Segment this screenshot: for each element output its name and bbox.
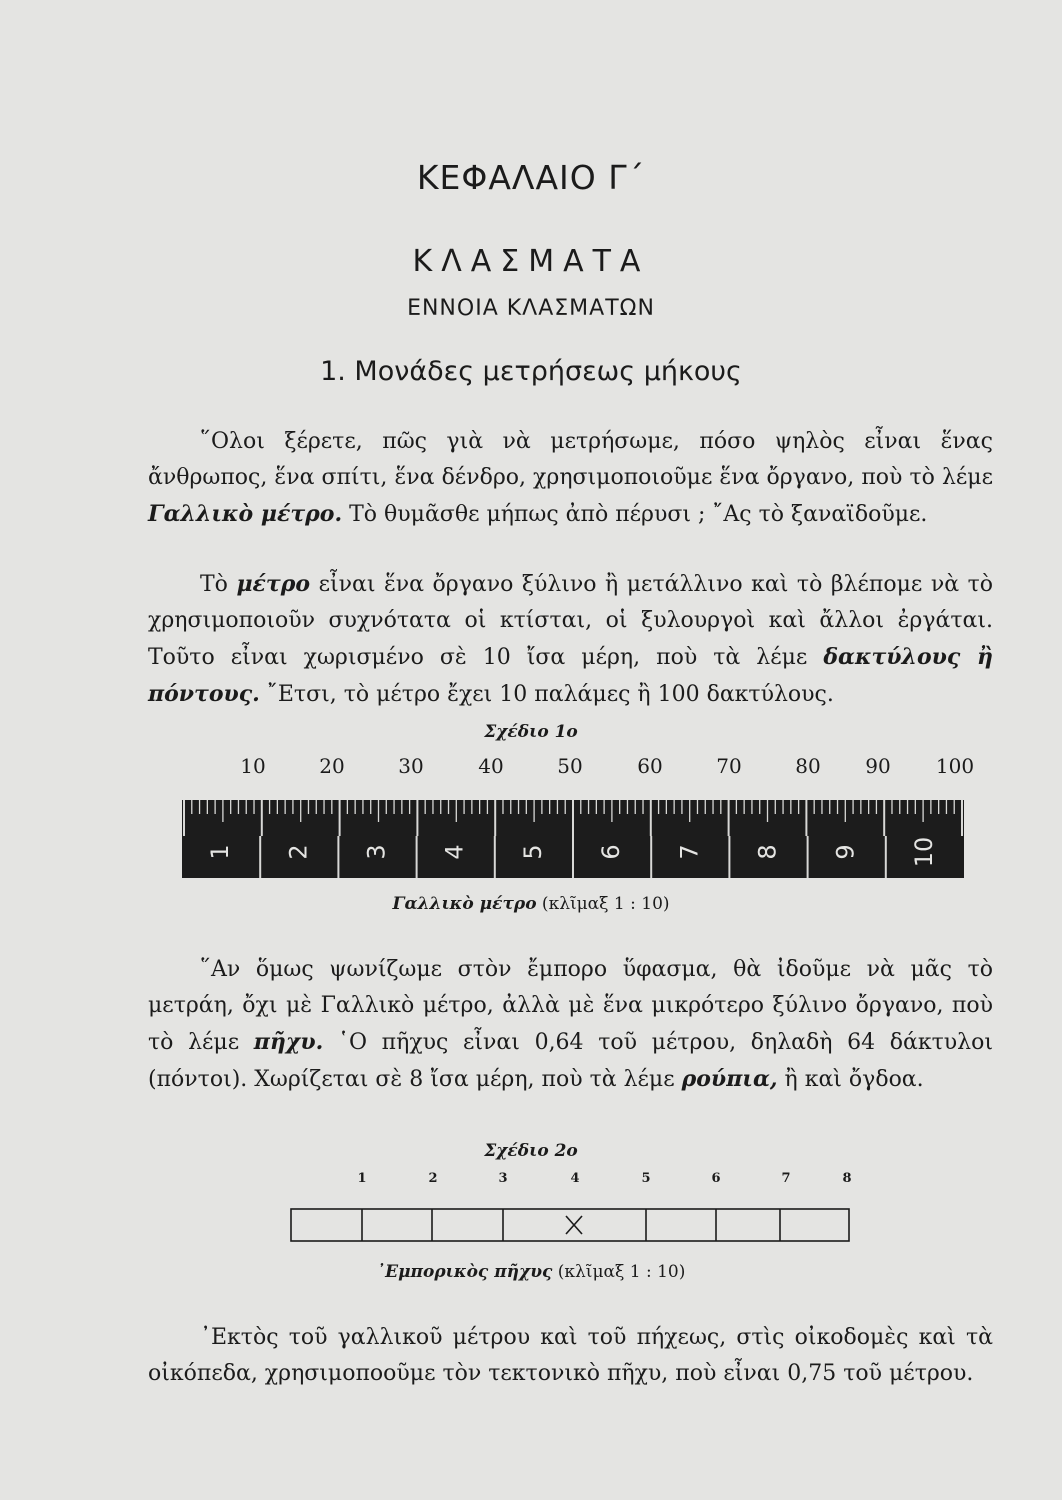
paragraph-2-text-e: ῎Ετσι, τὸ μέτρο ἔχει 10 παλάμες ἢ 100 δακτύλους. xyxy=(259,682,834,707)
paragraph-2-text-a: Τὸ xyxy=(200,572,237,597)
cubit-number: 2 xyxy=(428,1171,438,1186)
scale-number: 50 xyxy=(557,754,583,778)
figure-1-label: Σχέδιο 1ο xyxy=(484,722,578,742)
scale-number: 10 xyxy=(240,754,266,778)
cubit-number: 6 xyxy=(711,1171,721,1186)
cubit-number: 3 xyxy=(498,1171,508,1186)
scale-number: 20 xyxy=(319,754,345,778)
figure-2-caption-rest: (κλῖμαξ 1 : 10) xyxy=(552,1262,686,1282)
metre-ruler-graphic xyxy=(182,800,964,878)
paragraph-1-text-c: Τὸ θυμᾶσθε μήπως ἀπὸ πέρυσι ; ῎Ας τὸ ξαναϊδοῦμε. xyxy=(342,502,928,527)
figure-2-caption xyxy=(0,1262,1062,1282)
scale-number: 40 xyxy=(478,754,504,778)
term-metre: μέτρο xyxy=(236,571,311,597)
figure-2-label: Σχέδιο 2ο xyxy=(484,1141,578,1161)
cubit-number: 1 xyxy=(357,1171,367,1186)
paragraph-2-text-c: εἶναι ἕνα ὄργανο ξύλινο ἢ μετάλλινο καὶ τὸ βλέπομε νὰ τὸ χρησιμοποιοῦν συχνότατα οἱ κτίσται, οἱ ξυλουργοὶ καὶ ἄλλοι ἐργάται. Τοῦτο εἶναι χωρισμένο σὲ 10 ἴσα μέρη, ποὺ τὰ λέμε xyxy=(148,572,993,670)
term-roupia: ρούπια, xyxy=(681,1066,778,1092)
ruler-digit: 1 xyxy=(206,844,235,860)
term-fingers: δακτύλους ἢ πόντους. xyxy=(148,644,993,707)
scale-number: 90 xyxy=(865,754,891,778)
ruler-digit: 3 xyxy=(362,844,391,860)
metre-ruler xyxy=(182,800,964,878)
figure-2-caption-bold: ᾿Εμπορικὸς πῆχυς xyxy=(376,1262,553,1282)
cubit-number: 8 xyxy=(842,1171,852,1186)
cubit-number: 4 xyxy=(570,1171,580,1186)
paragraph-1-text-a: ῞Ολοι ξέρετε, πῶς γιὰ νὰ μετρήσωμε, πόσο ψηλὸς εἶναι ἕνας ἄνθρωπος, ἕνα σπίτι, ἕνα δένδρο, χρησιμοποιοῦμε ἕνα ὄργανο, ποὺ τὸ λέμε xyxy=(148,429,993,490)
term-gallic-metre: Γαλλικὸ μέτρο. xyxy=(148,501,343,527)
cubit-diagram xyxy=(290,1200,850,1242)
cubit-outline xyxy=(291,1209,849,1241)
paragraph-1 xyxy=(148,424,993,533)
paragraph-4-text: ᾿Εκτὸς τοῦ γαλλικοῦ μέτρου καὶ τοῦ πήχεως, στὶς οἰκοδομὲς καὶ τὰ οἰκόπεδα, χρησιμοποοῦμε τὸν τεκτονικὸ πῆχυ, ποὺ εἶναι 0,75 τοῦ μέτρου. xyxy=(148,1325,993,1386)
paragraph-3 xyxy=(148,952,993,1098)
scale-number: 80 xyxy=(795,754,821,778)
ruler-digit: 6 xyxy=(597,844,626,860)
paragraph-3-text-c: ῾Ο πῆχυς εἶναι 0,64 τοῦ μέτρου, δηλαδὴ 64 δάκτυλοι (πόντοι). Χωρίζεται σὲ 8 ἴσα μέρη, ποὺ τὰ λέμε xyxy=(148,1030,993,1092)
scale-number: 100 xyxy=(935,754,975,778)
ruler-digit: 4 xyxy=(440,844,469,860)
term-cubit: πῆχυ. xyxy=(253,1029,324,1055)
ruler-digit: 2 xyxy=(284,844,313,860)
section-heading: 1. Μονάδες μετρήσεως μήκους xyxy=(320,356,742,387)
ruler-digit: 10 xyxy=(909,836,938,868)
ruler-digit: 9 xyxy=(831,844,860,860)
chapter-heading: ΚΕΦΑΛΑΙΟ Γ΄ xyxy=(416,158,646,197)
scale-number: 30 xyxy=(398,754,424,778)
paragraph-3-text-a: ῞Αν ὅμως ψωνίζωμε στὸν ἔμπορο ὕφασμα, θὰ ἰδοῦμε νὰ μᾶς τὸ μετράη, ὄχι μὲ Γαλλικὸ μέτρο, ἀλλὰ μὲ ἕνα μικρότερο ξύλινο ὄργανο, ποὺ τὸ λέμε xyxy=(148,957,993,1055)
paragraph-3-text-e: ἢ καὶ ὄγδοα. xyxy=(777,1067,924,1092)
figure-1-caption-bold: Γαλλικὸ μέτρο xyxy=(392,894,537,914)
cubit-number: 7 xyxy=(781,1171,791,1186)
ruler-digit: 5 xyxy=(518,844,547,860)
figure-1-caption xyxy=(0,894,1062,914)
figure-1-caption-rest: (κλῖμαξ 1 : 10) xyxy=(536,894,670,914)
paragraph-2 xyxy=(148,566,993,713)
cubit-number: 5 xyxy=(641,1171,651,1186)
chapter-title: ΚΛΑΣΜΑΤΑ xyxy=(412,244,650,279)
ruler-scale-numbers xyxy=(0,754,1062,780)
scale-number: 60 xyxy=(637,754,663,778)
ruler-digit: 7 xyxy=(675,844,704,860)
paragraph-4 xyxy=(148,1320,993,1392)
ruler-digit: 8 xyxy=(753,844,782,860)
scale-number: 70 xyxy=(716,754,742,778)
chapter-subtitle: ΕΝΝΟΙΑ ΚΛΑΣΜΑΤΩΝ xyxy=(407,296,655,321)
